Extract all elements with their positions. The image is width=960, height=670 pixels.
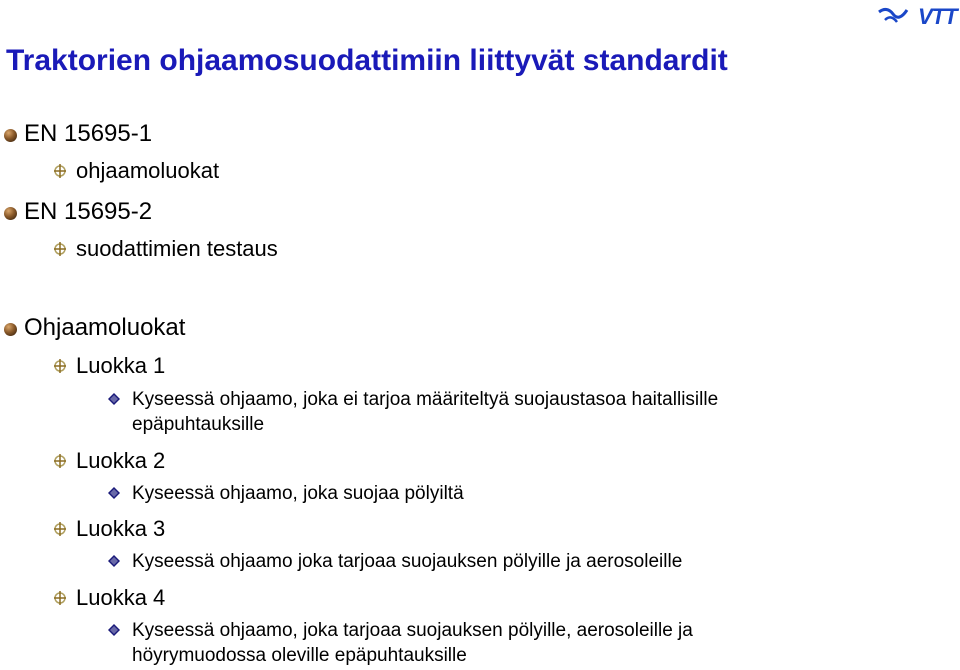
crosshair-bullet-icon <box>53 358 67 374</box>
crosshair-bullet-icon <box>53 590 67 606</box>
slide-title: Traktorien ohjaamosuodattimiin liittyvät standardit <box>6 44 728 77</box>
diamond-bullet-icon <box>108 487 120 499</box>
sphere-bullet-icon <box>4 207 17 220</box>
crosshair-bullet-icon <box>53 521 67 537</box>
vtt-logo-text: VTT <box>918 4 957 29</box>
sphere-bullet-icon <box>4 323 17 336</box>
crosshair-bullet-icon <box>53 453 67 469</box>
diamond-bullet-icon <box>108 624 120 636</box>
diamond-bullet-icon <box>108 555 120 567</box>
sphere-bullet-icon <box>4 129 17 142</box>
crosshair-bullet-icon <box>53 163 67 179</box>
diamond-bullet-icon <box>108 393 120 405</box>
crosshair-bullet-icon <box>53 241 67 257</box>
